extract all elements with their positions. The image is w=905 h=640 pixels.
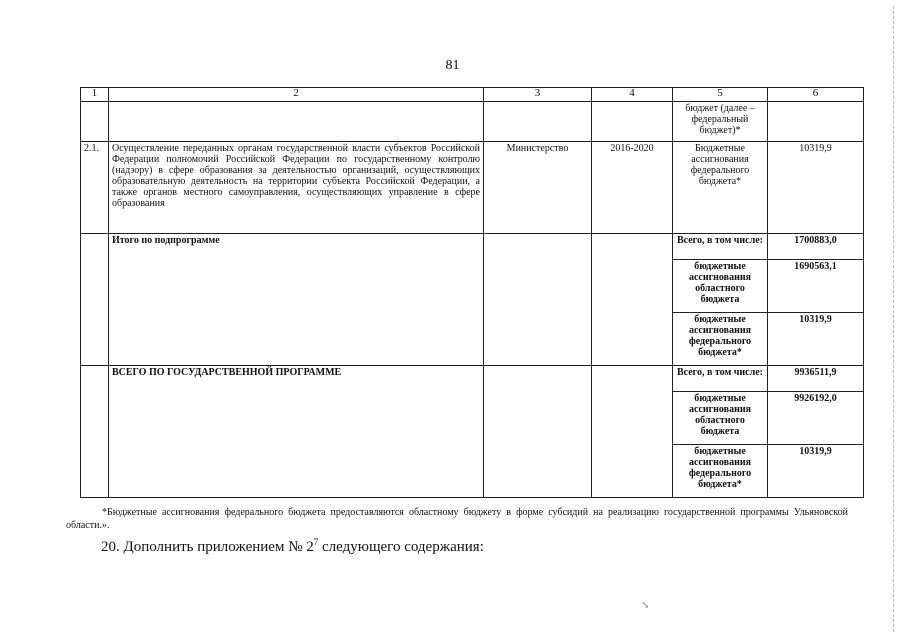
footnote-text: *Бюджетные ассигнования федерального бюджета предоставляются областному бюджету в форме субсидий на реализацию государственной программы Ульяновской области.». bbox=[66, 507, 848, 531]
page-edge-rule bbox=[893, 6, 895, 632]
source-cell: бюджетные ассигнования областного бюджета bbox=[673, 260, 768, 313]
source-cell: Всего, в том числе: bbox=[673, 366, 768, 392]
resolution-text: 20. Дополнить приложением № 2 bbox=[101, 539, 314, 555]
appendix-superscript: 7 bbox=[313, 537, 319, 547]
amount-cell: 9926192,0 bbox=[768, 392, 864, 445]
table-row-continued bbox=[81, 102, 864, 142]
table-row-2-1 bbox=[81, 142, 864, 234]
program-total-label: ВСЕГО ПО ГОСУДАРСТВЕННОЙ ПРОГРАММЕ bbox=[109, 366, 484, 498]
scan-mark: ↘ bbox=[641, 600, 650, 611]
subprogram-total-row bbox=[81, 234, 864, 260]
table-header-row bbox=[81, 88, 864, 102]
program-total-row bbox=[81, 366, 864, 392]
period-cell: 2016-2020 bbox=[592, 142, 673, 234]
column-header: 2 bbox=[109, 88, 484, 102]
amount-cell: 1690563,1 bbox=[768, 260, 864, 313]
source-cell: Всего, в том числе: bbox=[673, 234, 768, 260]
source-cell: бюджетные ассигнования областного бюджета bbox=[673, 392, 768, 445]
column-header: 5 bbox=[673, 88, 768, 102]
executor-cell: Министерство bbox=[484, 142, 592, 234]
footnote bbox=[66, 506, 848, 532]
subprogram-total-label: Итого по подпрограмме bbox=[109, 234, 484, 366]
column-header: 6 bbox=[768, 88, 864, 102]
amount-cell: 9936511,9 bbox=[768, 366, 864, 392]
amount-cell: 10319,9 bbox=[768, 313, 864, 366]
row-number: 2.1. bbox=[81, 142, 109, 234]
column-header: 4 bbox=[592, 88, 673, 102]
column-header: 3 bbox=[484, 88, 592, 102]
column-header: 1 bbox=[81, 88, 109, 102]
resolution-item bbox=[101, 533, 484, 556]
budget-table bbox=[80, 87, 864, 498]
source-cell: бюджет (далее – федеральный бюджет)* bbox=[673, 102, 768, 142]
source-cell: бюджетные ассигнования федерального бюджета* bbox=[673, 445, 768, 498]
source-cell: Бюджетные ассигнования федерального бюджета* bbox=[673, 142, 768, 234]
page-number: 81 bbox=[445, 58, 460, 73]
measure-name: Осуществление переданных органам государственной власти субъектов Российской Федерации полномочий Российской Федерации по государственному контролю (надзору) в сфере образования за деятельностью организаций, осуществляющих образовательную деятельность на территории субъекта Российской Федерации, а также органов местного самоуправления, осуществляющих управление в сфере образования bbox=[109, 142, 484, 234]
amount-cell: 1700883,0 bbox=[768, 234, 864, 260]
amount-cell: 10319,9 bbox=[768, 445, 864, 498]
amount-cell: 10319,9 bbox=[768, 142, 864, 234]
source-cell: бюджетные ассигнования федерального бюджета* bbox=[673, 313, 768, 366]
resolution-text-tail: следующего содержания: bbox=[318, 539, 484, 555]
